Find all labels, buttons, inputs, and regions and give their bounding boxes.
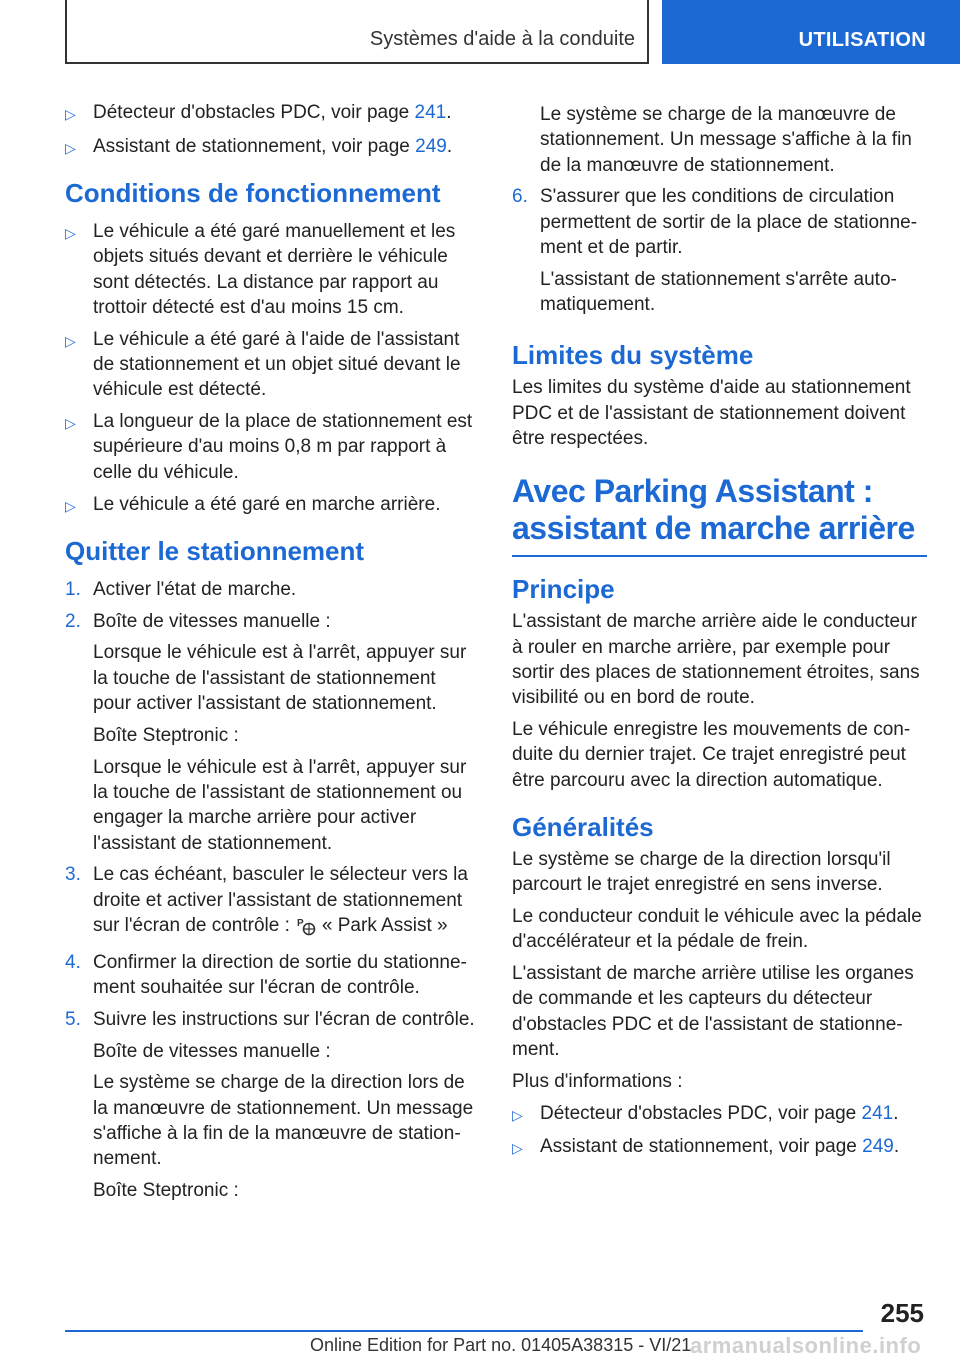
page-number: 255 bbox=[880, 1298, 924, 1328]
general-paragraph: L'assistant de marche arrière utilise les organes de commande et les capteurs du détecteur d'obstacles PDC et de l'assistant de stationnement. bbox=[512, 963, 914, 1060]
triangle-bullet-icon: ▷ bbox=[65, 415, 76, 432]
triangle-bullet-icon: ▷ bbox=[512, 1106, 523, 1123]
edition-footer: Online Edition for Part no. 01405A38315 - VI/21 bbox=[310, 1335, 692, 1355]
bullet-item: ▷ Le véhicule a été garé en marche arrière. bbox=[65, 492, 477, 519]
step-number: 1. bbox=[65, 578, 81, 600]
step-continuation: Le système se charge de la manœuvre de stationnement. Un message s'affiche à la fin de la manœuvre de stationnement. bbox=[540, 104, 912, 176]
triangle-bullet-icon: ▷ bbox=[65, 332, 76, 349]
step-item: 3. Le cas échéant, basculer le sélecteur vers la droite et activer l'assistant de stationnement sur l'écran de contrôle : P « Park Assist » bbox=[65, 862, 477, 943]
step-number: 3. bbox=[65, 864, 81, 886]
chapter-title: Systèmes d'aide à la conduite bbox=[369, 28, 635, 50]
step-number: 2. bbox=[65, 610, 81, 632]
page-link-241[interactable]: 241 bbox=[414, 102, 447, 123]
page-link-241[interactable]: 241 bbox=[861, 1102, 894, 1124]
triangle-bullet-icon: ▷ bbox=[65, 139, 76, 156]
principle-paragraph: Le véhicule enregistre les mouvements de conduite du dernier trajet. Ce trajet enregistré peut être parcouru avec la direction automatique. bbox=[512, 718, 911, 791]
step-item: 2. Boîte de vitesses manuelle : Lorsque le véhicule est à l'arrêt, appuyer sur la touche de l'assistant de stationnement pour activer l'assistant de stationnement. Boîte Steptronic : Lorsque le véhicule est à l'arrêt, appuyer sur la touche de l'assistant de stationnement ou engager la marche arrière pour activer l'assistant de stationnement. bbox=[65, 609, 477, 856]
bullet-item: ▷ Le véhicule a été garé manuellement et les objets situés devant et derrière le véhicule sont détectés. La distance par rapport au trottoir détecté est d'au moins 15 cm. bbox=[65, 219, 477, 320]
park-assist-icon bbox=[296, 916, 316, 943]
bullet-item: ▷ Le véhicule a été garé à l'aide de l'assistant de stationnement et un objet situé devant le véhicule est détecté. bbox=[65, 327, 477, 403]
heading-conditions: Conditions de fonctionnement bbox=[65, 178, 441, 209]
section-tab bbox=[662, 0, 960, 64]
heading-general: Généralités bbox=[512, 811, 654, 842]
svg-text:P: P bbox=[296, 917, 304, 929]
heading-system-limits: Limites du système bbox=[512, 340, 754, 371]
page-link-249[interactable]: 249 bbox=[415, 135, 447, 157]
step-item: 4. Confirmer la direction de sortie du stationnement souhaitée sur l'écran de contrôle. bbox=[65, 950, 477, 1001]
triangle-bullet-icon: ▷ bbox=[512, 1140, 523, 1157]
step-item: 5. Suivre les instructions sur l'écran de contrôle. Boîte de vitesses manuelle : Le système se charge de la direction lors de la manœuvre de stationnement. Un message s'affiche à la fin de la manœuvre de stationnement. Boîte Steptronic : bbox=[65, 1007, 477, 1204]
bullet-item: ▷ Détecteur d'obstacles PDC, voir page 241. bbox=[65, 100, 477, 127]
heading-quit-parking: Quitter le stationnement bbox=[65, 535, 365, 566]
footer-rule bbox=[65, 1330, 863, 1332]
principle-paragraph: L'assistant de marche arrière aide le conducteur à rouler en marche arrière, par exemple pour sortir des places de stationnement étroites, sans visibilité ou en bord de route. bbox=[512, 611, 920, 709]
running-header bbox=[65, 0, 649, 64]
general-paragraph: Le conducteur conduit le véhicule avec la pédale d'accélérateur et la pédale de frein. bbox=[512, 905, 922, 953]
bullet-item: ▷ Détecteur d'obstacles PDC, voir page 241. bbox=[512, 1101, 927, 1128]
step-number: 6. bbox=[512, 186, 528, 208]
page-link-249[interactable]: 249 bbox=[862, 1136, 894, 1158]
bullet-item: ▷ Assistant de stationnement, voir page 249. bbox=[65, 134, 477, 161]
step-item: 6. S'assurer que les conditions de circulation permettent de sortir de la place de stationnement et de partir. L'assistant de stationnement s'arrête automatiquement. bbox=[512, 184, 927, 317]
heading-principle: Principe bbox=[512, 574, 615, 605]
step-item: 1. Activer l'état de marche. bbox=[65, 577, 477, 602]
triangle-bullet-icon: ▷ bbox=[65, 225, 76, 242]
section-tab-label: UTILISATION bbox=[798, 29, 926, 51]
left-column bbox=[65, 100, 477, 1210]
step-number: 4. bbox=[65, 951, 81, 973]
bullet-item: ▷ Assistant de stationnement, voir page 249. bbox=[512, 1134, 927, 1161]
right-column bbox=[512, 102, 927, 1168]
triangle-bullet-icon: ▷ bbox=[65, 497, 76, 514]
limits-paragraph: Les limites du système d'aide au stationnement PDC et de l'assistant de stationnement doivent être respectées. bbox=[512, 377, 911, 449]
general-paragraph: Plus d'informations : bbox=[512, 1070, 683, 1092]
heading-rule bbox=[512, 555, 927, 557]
triangle-bullet-icon: ▷ bbox=[65, 106, 76, 122]
watermark: armanualsonline.info bbox=[690, 1333, 922, 1358]
step-number: 5. bbox=[65, 1008, 81, 1030]
bullet-item: ▷ La longueur de la place de stationnement est supérieure d'au moins 0,8 m par rapport à celle du véhicule. bbox=[65, 409, 477, 485]
chapter-heading: Avec Parking Assistant : assistant de marche arrière bbox=[512, 473, 915, 547]
general-paragraph: Le système se charge de la direction lorsqu'il parcourt le trajet enregistré en sens inverse. bbox=[512, 848, 891, 896]
